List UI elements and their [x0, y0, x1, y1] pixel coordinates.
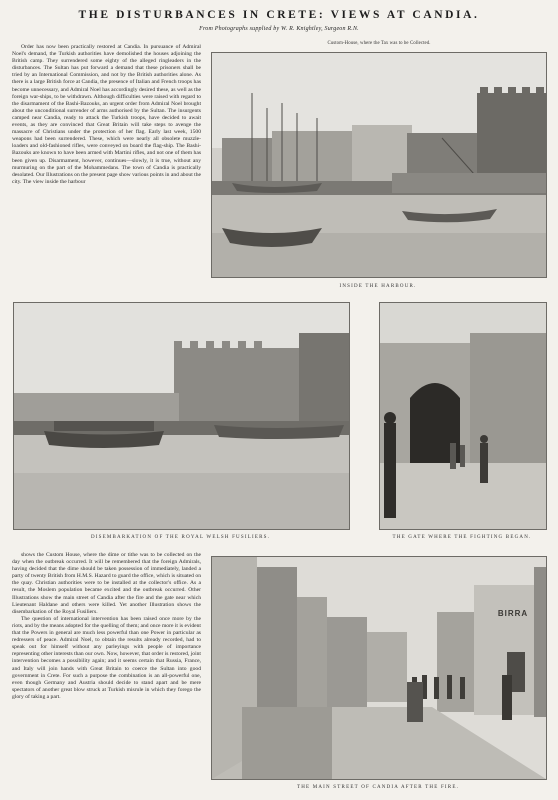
article-paragraph: shows the Custom House, where the dime or tithe was to be collected on the day when the outbreak occurred. It will be remembered that the foreign Admirals, having decided that the dime should be taken possession of immediately, landed a party of twenty British from H.M.S. Hazard to guard the office, which is situated on the quay. Christian authorities were to be installed at the collector's office. As a result, the Moslem population became excited and the outbreak occurred. Other Illustrations show the main street of Candia after the fire and the gate near which Lieutenant Haldane and others were killed. Yet another Illustration shows the disembarkation of the Royal Fusiliers.	[12, 552, 201, 615]
article-paragraph: Order has now been practically restored at Candia. In pursuance of Admiral Noel's demand, the Turkish authorities have demolished the houses adjoining the British camp. They surrendered some eighty of the alleged ringleaders in the disturbances. The Sultan has put forward a demand that these prisoners shall be tried by an International Commission, and not by the British authorities alone. As there is a large British force at Candia, the presence of Italian and French troops has become unnecessary, and Admiral Noel has accordingly desired these, as well as the foreign war-ships, to be withdrawn. Although difficulties were raised with regard to the disarmament of the Bashi-Bazouks, an urgent order from Admiral Noel brought about the unconditional surrender of arms authorised by the Sultan. The insurgents camped near Candia, ready to attack the Turkish troops, have decided to await events, as they are convinced that Great Britain will take steps to avenge the massacre of Christians under the protection of her flag. Early last week, 1500 weapons had been surrendered. These, which were nearly all obsolete muzzle-loaders and old-fashioned rifles, were conveyed on board the flag-ship. The Bashi-Bazouks are known to have been armed with Martini rifles, and not one of them has been given up. Disarmament, however, continues—slowly, it is true, without any murmuring on the part of the Mohammedans. The town of Candia is practically desolated. Our Illustrations on the present page show various points in and about the city. The view inside the harbour	[12, 44, 201, 185]
birra-sign: BIRRA	[497, 609, 529, 618]
street-photo	[211, 556, 547, 780]
harbour-photo	[211, 52, 547, 278]
photo-credit: From Photographs supplied by W. R. Knightley, Surgeon R.N.	[199, 26, 359, 32]
article-column-2	[12, 552, 201, 796]
gate-caption: THE GATE WHERE THE FIGHTING BEGAN.	[392, 535, 532, 540]
street-caption: THE MAIN STREET OF CANDIA AFTER THE FIRE.	[296, 785, 460, 790]
article-column-1	[12, 44, 201, 284]
harbour-top-caption: Custom-House, where the Tax was to be Collected.	[327, 41, 431, 46]
article-paragraph: The question of international intervention has been raised once more by the riots, and by the means adopted for the quelling of them; and once more it is evident that the Powers in general are much less powerful than one Power in particular as redressers of peace. Admiral Noel, to obtain the results already recorded, had to speak out for himself without any parleyings with people of importance representing other interests than our own. Now, however, that order is restored, joint intervention becomes a possibility again; and it seems certain that Russia, France, and Italy will join hands with Great Britain to coerce the Sultan into good government in Crete. For such a purpose the combination is an all-powerful one, even though Germany and Austria should decide to stand apart and be mere spectators of another great blow struck at Turkish misrule in which they forego the glory of taking a part.	[12, 615, 201, 700]
harbour-caption: INSIDE THE HARBOUR.	[339, 284, 417, 289]
fusiliers-photo	[13, 302, 350, 530]
fusiliers-caption: DISEMBARKATION OF THE ROYAL WELSH FUSILIERS.	[90, 535, 271, 540]
gate-photo	[379, 302, 547, 530]
page-title: THE DISTURBANCES IN CRETE: VIEWS AT CANDIA.	[78, 9, 480, 21]
